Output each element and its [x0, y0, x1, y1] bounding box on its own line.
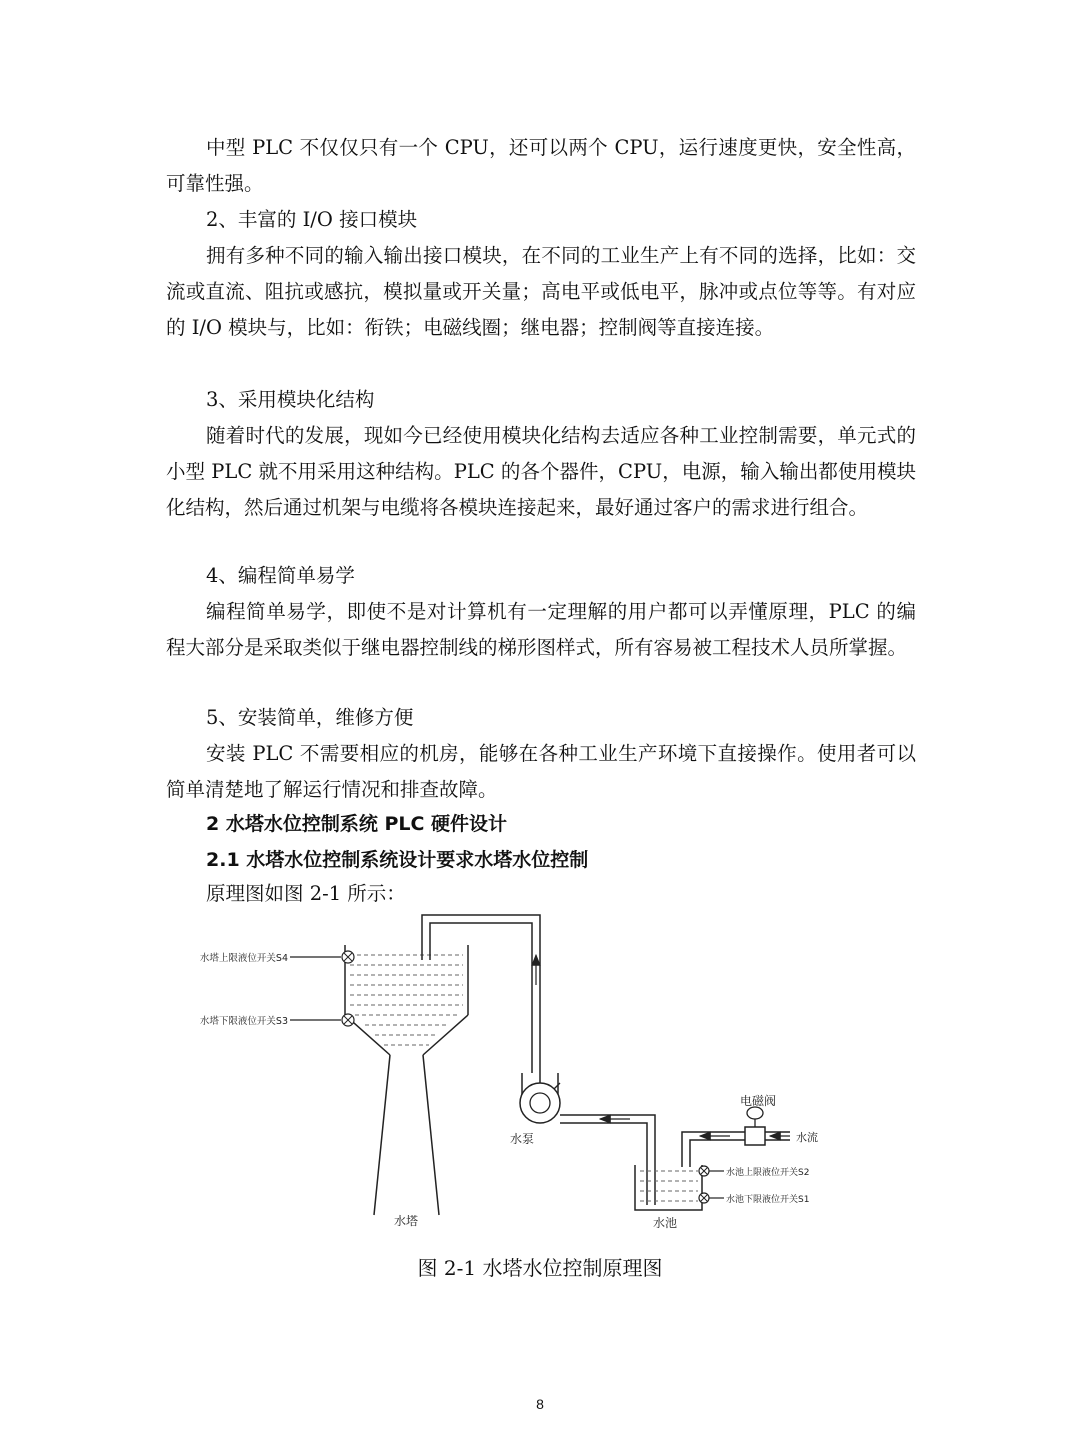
pump-label: 水泵	[510, 1132, 535, 1146]
heading-io-modules: 2、丰富的 I/O 接口模块	[206, 208, 418, 231]
tower-upper-switch-label: 水塔上限液位开关S4	[199, 953, 288, 964]
tower-label: 水塔	[393, 1214, 419, 1228]
paragraph-modular: 随着时代的发展，现如今已经使用模块化结构去适应各种工业控制需要，单元式的小型 PLC 就不用采用这种结构。PLC 的各个器件，CPU，电源，输入输出都使用模块化结构，然后通过机架与电缆将各模块连接起来，最好通过客户的需求进行组合。	[166, 424, 916, 519]
inlet-pipe	[682, 1132, 790, 1167]
solenoid-valve	[745, 1107, 765, 1145]
delivery-pipe	[422, 915, 540, 1085]
heading-installation: 5、安装简单，维修方便	[206, 706, 414, 729]
heading-programming: 4、编程简单易学	[206, 564, 355, 587]
tower-lower-switch-label: 水塔下限液位开关S3	[199, 1016, 288, 1027]
pool-lower-switch	[699, 1193, 724, 1203]
pool-upper-switch-label: 水池上限液位开关S2	[726, 1168, 810, 1178]
paragraph-cpu: 中型 PLC 不仅仅只有一个 CPU，还可以两个 CPU，运行速度更快，安全性高，可靠性强。	[166, 136, 916, 195]
water-tower-diagram	[199, 905, 850, 1235]
section-title: 2 水塔水位控制系统 PLC 硬件设计	[206, 813, 508, 835]
section-subtitle: 2.1 水塔水位控制系统设计要求水塔水位控制	[206, 849, 589, 871]
paragraph-installation: 安装 PLC 不需要相应的机房，能够在各种工业生产环境下直接操作。使用者可以简单清楚地了解运行情况和排查故障。	[166, 742, 916, 801]
figure-caption: 图 2-1 水塔水位控制原理图	[417, 1256, 663, 1280]
paragraph-io-modules: 拥有多种不同的输入输出接口模块，在不同的工业生产上有不同的选择，比如：交流或直流、阻抗或感抗，模拟量或开关量；高电平或低电平，脉冲或点位等等。有对应的 I/O 模块与，比如：衔铁；电磁线圈；继电器；控制阀等直接连接。	[166, 244, 916, 339]
valve-label: 电磁阀	[740, 1094, 777, 1108]
pool-label: 水池	[652, 1216, 678, 1230]
water-pool	[635, 1165, 702, 1210]
tower-upper-switch	[290, 951, 354, 963]
page-number: 8	[536, 1396, 544, 1412]
water-flow-label: 水流	[796, 1131, 818, 1144]
pool-upper-switch	[699, 1166, 724, 1176]
pool-lower-switch-label: 水池下限液位开关S1	[726, 1195, 810, 1205]
paragraph-programming: 编程简单易学，即使不是对计算机有一定理解的用户都可以弄懂原理，PLC 的编程大部分是采取类似于继电器控制线的梯形图样式，所有容易被工程技术人员所掌握。	[166, 600, 916, 659]
section-intro: 原理图如图 2-1 所示：	[206, 882, 406, 905]
water-tower	[345, 945, 468, 1215]
heading-modular: 3、采用模块化结构	[206, 388, 375, 411]
tower-lower-switch	[290, 1014, 354, 1026]
